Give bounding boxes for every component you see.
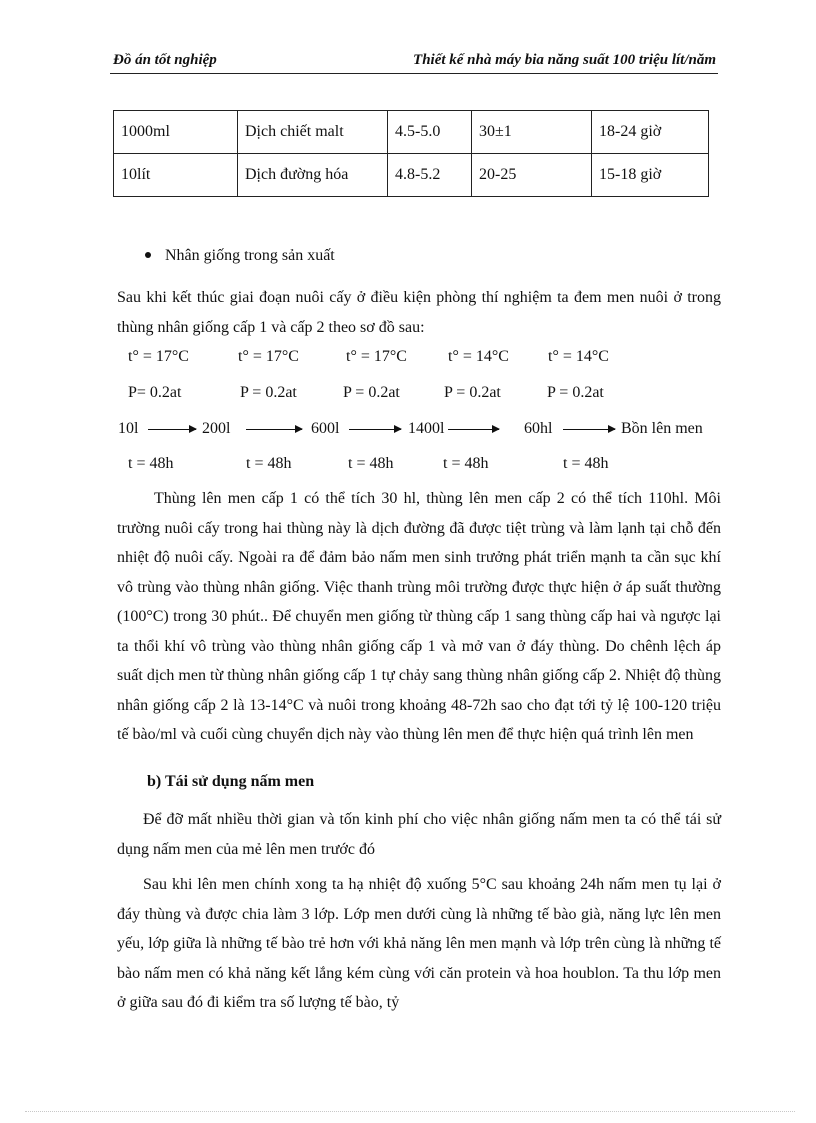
scheme-volume: 10l xyxy=(118,420,139,437)
scheme-time-row xyxy=(0,455,816,475)
yeast-propagation-table xyxy=(113,110,709,197)
scheme-time: t = 48h xyxy=(246,455,292,472)
table-cell: 18-24 giờ xyxy=(592,111,709,154)
header-left-title: Đồ án tốt nghiệp xyxy=(113,52,217,68)
table-row xyxy=(114,111,709,154)
footer-divider xyxy=(25,1111,795,1112)
scheme-temperature-row xyxy=(0,348,816,368)
table-cell: 15-18 giờ xyxy=(592,154,709,197)
scheme-volume: 60hl xyxy=(524,420,553,437)
header-divider xyxy=(110,73,718,74)
scheme-temp: t° = 17°C xyxy=(238,348,299,365)
bullet-text: Nhân giống trong sản xuất xyxy=(165,247,335,264)
bullet-heading xyxy=(145,247,335,265)
intro-paragraph: Sau khi kết thúc giai đoạn nuôi cấy ở điều kiện phòng thí nghiệm ta đem men nuôi ở trong thùng nhân giống cấp 1 và cấp 2 theo sơ đồ sau: xyxy=(117,289,721,336)
scheme-temp: t° = 14°C xyxy=(548,348,609,365)
body-paragraph-2: Để đỡ mất nhiều thời gian và tốn kinh phí cho việc nhân giống nấm men ta có thể tái sử dụng nấm men của mẻ lên men trước đó xyxy=(117,811,721,858)
table-cell: Dịch chiết malt xyxy=(238,111,388,154)
section-heading-b: b) Tái sử dụng nấm men xyxy=(147,773,315,790)
arrow-right-icon xyxy=(448,429,499,430)
scheme-pressure: P = 0.2at xyxy=(547,384,604,401)
scheme-pressure: P = 0.2at xyxy=(444,384,501,401)
scheme-volume: 200l xyxy=(202,420,231,437)
scheme-time: t = 48h xyxy=(563,455,609,472)
table-cell: Dịch đường hóa xyxy=(238,154,388,197)
scheme-pressure: P = 0.2at xyxy=(343,384,400,401)
scheme-time: t = 48h xyxy=(443,455,489,472)
scheme-time: t = 48h xyxy=(348,455,394,472)
table-cell: 1000ml xyxy=(114,111,238,154)
body-paragraph-3: Sau khi lên men chính xong ta hạ nhiệt độ xuống 5°C sau khoảng 24h nấm men tụ lại ở đáy thùng và được chia làm 3 lớp. Lớp men dưới cùng là những tế bào già, năng lực lên men yếu, lớp giữa là những tế bào trẻ hơn với khả năng lên men mạnh và lớp trên cùng là những tế bào nấm men có khả năng kết lắng kém cùng với căn protein và hoa houblon. Ta thu lớp men ở giữa sau đó đi kiểm tra số lượng tế bào, tỷ xyxy=(117,876,721,1011)
table-cell: 20-25 xyxy=(472,154,592,197)
body-paragraph-1: Thùng lên men cấp 1 có thể tích 30 hl, thùng lên men cấp 2 có thể tích 110hl. Môi trường nuôi cấy trong hai thùng này là dịch đường đã được tiệt trùng và làm lạnh tại chỗ đến nhiệt độ nuôi cấy. Ngoài ra để đảm bảo nấm men sinh trưởng phát triển mạnh ta cần sục khí vô trùng vào thùng nhân giống. Việc thanh trùng môi trường được thực hiện ở áp suất thường (100°C) trong 30 phút.. Để chuyển men giống từ thùng cấp 1 sang thùng cấp hai và ngược lại ta thổi khí vô trùng vào thùng nhân giống cấp 1 và mở van ở đáy thùng. Do chênh lệch áp suất dịch men từ thùng nhân giống cấp 1 tự chảy sang thùng nhân giống cấp 2. Nhiệt độ thùng nhân giống cấp 2 là 13-14°C và nuôi trong khoảng 48-72h sao cho đạt tới tỷ lệ 100-120 triệu tế bào/ml và cuối cùng chuyển dịch này vào thùng lên men để thực hiện quá trình lên men xyxy=(117,490,721,743)
scheme-pressure: P = 0.2at xyxy=(240,384,297,401)
arrow-right-icon xyxy=(246,429,302,430)
bullet-icon xyxy=(145,252,151,258)
scheme-volume: 600l xyxy=(311,420,340,437)
arrow-right-icon xyxy=(148,429,196,430)
table-cell: 4.5-5.0 xyxy=(388,111,472,154)
table-row xyxy=(114,154,709,197)
scheme-volume: 1400l xyxy=(408,420,445,437)
table-cell: 10lít xyxy=(114,154,238,197)
table-cell: 4.8-5.2 xyxy=(388,154,472,197)
arrow-right-icon xyxy=(563,429,615,430)
scheme-temp: t° = 14°C xyxy=(448,348,509,365)
scheme-volume-row xyxy=(0,420,816,440)
scheme-time: t = 48h xyxy=(128,455,174,472)
header-right-title: Thiết kế nhà máy bia năng suất 100 triệu lít/năm xyxy=(413,52,716,68)
scheme-temp: t° = 17°C xyxy=(346,348,407,365)
arrow-right-icon xyxy=(349,429,401,430)
scheme-temp: t° = 17°C xyxy=(128,348,189,365)
scheme-pressure: P= 0.2at xyxy=(128,384,182,401)
scheme-volume: Bồn lên men xyxy=(621,420,703,437)
scheme-pressure-row xyxy=(0,384,816,404)
table-cell: 30±1 xyxy=(472,111,592,154)
